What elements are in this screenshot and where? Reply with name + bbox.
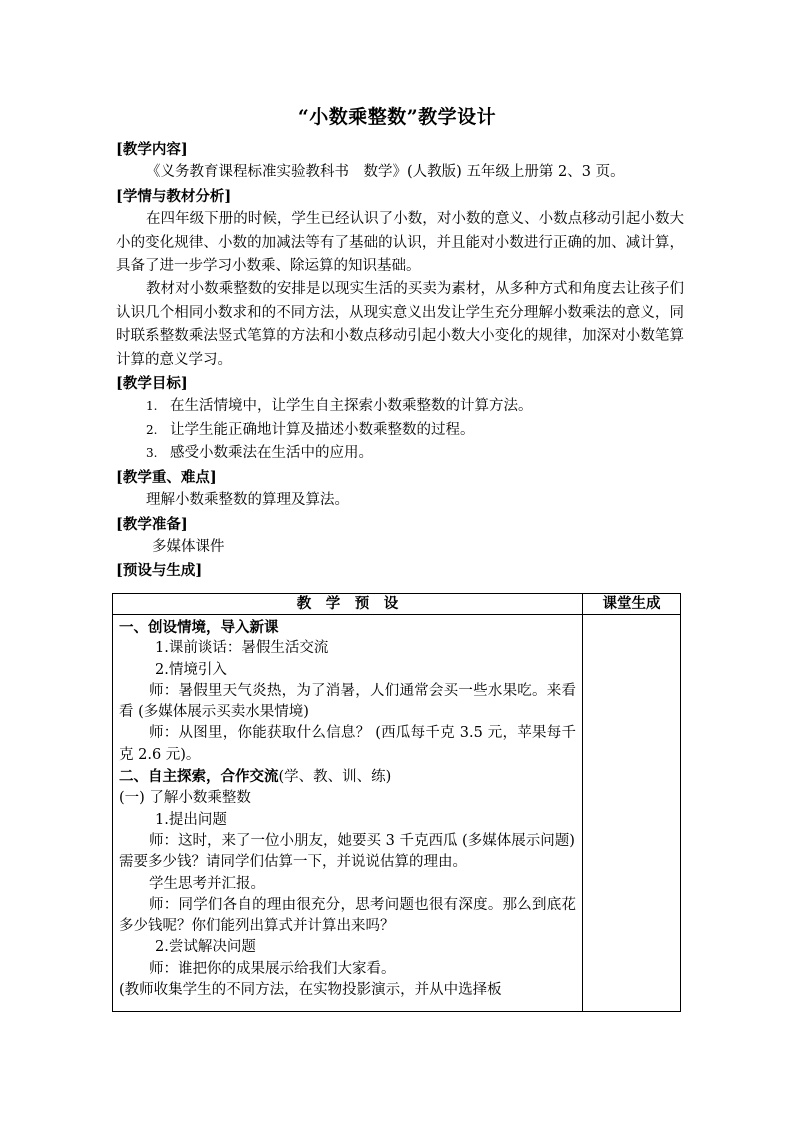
plan-heading: [预设与生成] — [116, 562, 203, 580]
section-1-item-1: 1.课前谈话：暑假生活交流 — [155, 640, 329, 657]
document-title: “小数乘整数”教学设计 — [297, 106, 497, 128]
section-2-text-1: 师：这时，来了一位小朋友，她要买 3 千克西瓜 (多媒体展示问题) — [149, 832, 575, 849]
section-2-subheading: (一) 了解小数乘整数 — [119, 790, 251, 807]
goal-number: 3. — [146, 446, 158, 461]
goal-number: 1. — [146, 399, 158, 414]
goal-number: 2. — [146, 422, 158, 437]
outcome-cell — [583, 615, 681, 1012]
table-row — [113, 615, 681, 1012]
analysis-paragraph-1: 在四年级下册的时候，学生已经认识了小数，对小数的意义、小数点移动引起小数大小的变化规律、小数的加减法等有了基础的认识，并且能对小数进行正确的加、减计算，具备了进一步学习小数乘、除运算的知识基础。 — [116, 211, 684, 275]
section-1-text-2: 师：从图里，你能获取什么信息？ (西瓜每千克 3.5 元，苹果每千克 2.6 元)。 — [119, 725, 576, 763]
plan-cell-content — [119, 617, 576, 1011]
goal-item — [116, 419, 684, 442]
content-text: 《义务教育课程标准实验教科书 数学》(人教版) 五年级上册第 2、3 页。 — [146, 164, 625, 181]
analysis-heading: [学情与教材分析] — [116, 187, 232, 205]
key-points-text: 理解小数乘整数的算理及算法。 — [146, 492, 349, 509]
column-header-outcome: 课堂生成 — [583, 594, 681, 615]
analysis-paragraph-2: 教材对小数乘整数的安排是以现实生活的买卖为素材，从多种方式和角度去让孩子们认识几个相同小数求和的不同方法，从现实意义出发让学生充分理解小数乘法的意义，同时联系整数乘法竖式笔算的方法和小数点移动引起小数大小变化的规律，加深对小数笔算计算的意义学习。 — [116, 281, 684, 368]
section-2-text-3: 师：同学们各自的理由很充分，思考问题也很有深度。那么到底花多少钱呢？你们能列出算式并计算出来吗？ — [119, 896, 576, 935]
column-header-plan: 教 学 预 设 — [113, 594, 583, 615]
table-header-row — [113, 594, 681, 615]
goal-item — [116, 395, 684, 418]
section-2-text-2: 学生思考并汇报。 — [149, 875, 265, 892]
goals-heading: [教学目标] — [116, 375, 188, 393]
document-body — [116, 138, 684, 583]
lesson-plan-table — [112, 593, 681, 1012]
section-1-title: 一、创设情境，导入新课 — [119, 619, 279, 636]
goal-item — [116, 442, 684, 465]
preparation-text: 多媒体课件 — [152, 538, 225, 555]
section-1-item-2: 2.情境引入 — [155, 661, 227, 678]
plan-cell — [113, 615, 583, 1012]
section-2-title — [119, 766, 576, 788]
section-2-item-2: 2.尝试解决问题 — [155, 939, 256, 956]
section-1-text-1: 师：暑假里天气炎热，为了消暑，人们通常会买一些水果吃。来看看 (多媒体展示买卖水果情境) — [119, 682, 576, 721]
section-2-title-bold: 二、自主探索，合作交流 — [119, 768, 279, 786]
goal-text: 在生活情境中，让学生自主探索小数乘整数的计算方法。 — [170, 398, 533, 415]
section-2-item-1: 1.提出问题 — [155, 811, 227, 828]
content-heading: [教学内容] — [116, 141, 188, 158]
section-2-text-5: (教师收集学生的不同方法，在实物投影演示，并从中选择板 — [119, 982, 502, 999]
preparation-heading: [教学准备] — [116, 515, 188, 533]
goal-text: 感受小数乘法在生活中的应用。 — [170, 445, 373, 462]
section-2-title-rest: (学、教、训、练) — [278, 769, 392, 786]
goal-text: 让学生能正确地计算及描述小数乘整数的过程。 — [170, 421, 475, 438]
section-2-text-4: 师：谁把你的成果展示给我们大家看。 — [149, 960, 396, 977]
section-2-text-1b: 需要多少钱？请同学们估算一下，并说说估算的理由。 — [119, 854, 467, 871]
goals-list — [116, 395, 684, 465]
key-points-heading: [教学重、难点] — [116, 468, 217, 486]
